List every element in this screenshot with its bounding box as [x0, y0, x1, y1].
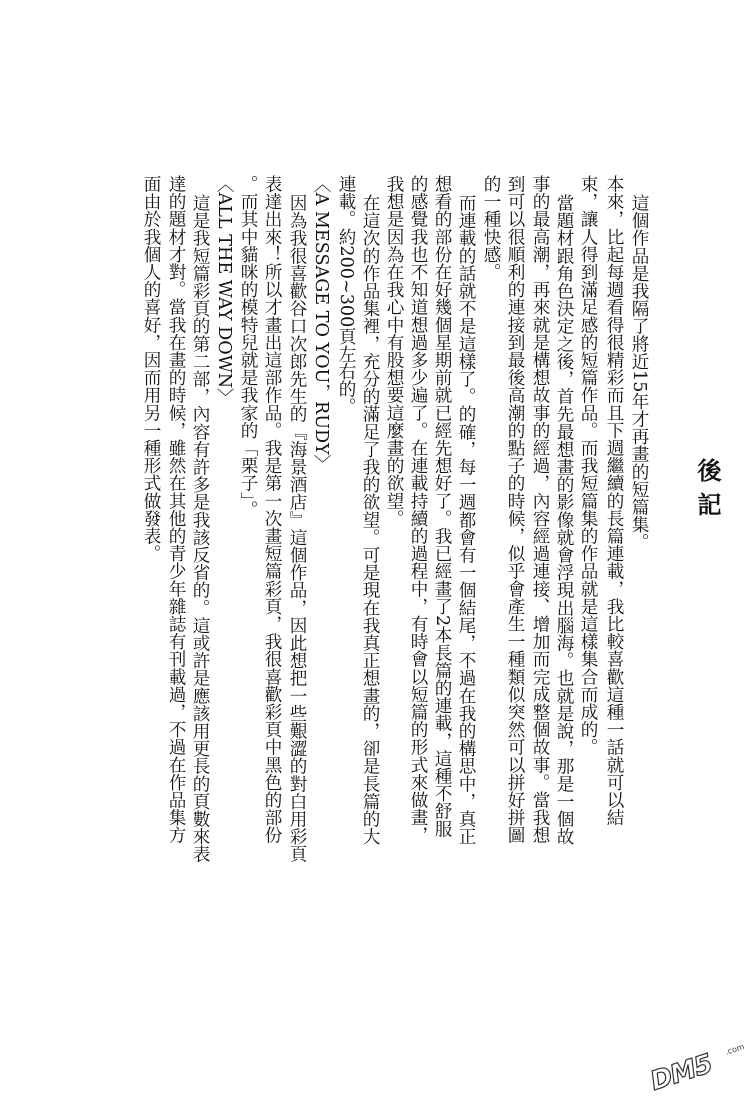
- text-column: 這是我短篇彩頁的第二部，內容有許多是我該反省的。這或許是應該用更長的頁數來表: [190, 194, 210, 863]
- text-column: 而連載的話就不是這樣了。的確，每一週都會有一個結尾，不過在我的構思中，真正: [456, 194, 476, 846]
- text-column: 在這次的作品集裡，充分的滿足了我的欲望。可是現在我真正想畫的，卻是長篇的大: [360, 194, 380, 846]
- page-title: 後記: [693, 458, 722, 526]
- text-column: 的一種快感。: [481, 175, 501, 281]
- text-column: 本來，比起每週看得很精彩而且下週繼續的長篇連載，我比較喜歡這種一話就可以結: [604, 175, 624, 827]
- text-column: 我想是因為在我心中有股想要這麼畫的欲望。: [384, 175, 404, 527]
- section-heading: 〈A MESSAGE TO YOU，RUDY〉: [311, 175, 331, 473]
- text-column: 當題材跟角色決定之後，首先最想畫的影像就會浮現出腦海。也就是說，那是一個故: [554, 194, 574, 846]
- text-column: 束，讓人得到滿足感的短篇作品。而我短篇集的作品就是這樣集合而成的。: [578, 175, 598, 756]
- text-column: 因為我很喜歡谷口次郎先生的『海景酒店』這個作品，因此想把一些艱澀的對白用彩頁: [287, 194, 307, 863]
- text-column: 面由於我個人的喜好，因而用另一種形式做發表。: [141, 175, 161, 563]
- text-column: 的感覺我也不知道想過多少遍了。在連載持續的過程中，有時會以短篇的形式來做畫，: [408, 175, 428, 844]
- text-column: 達的題材才對。當我在畫的時候，雖然在其他的青少年雜誌有刊載過，不過在作品集方: [166, 175, 186, 844]
- text-column: 表達出來！所以才畫出這部作品。我是第一次畫短篇彩頁，我很喜歡彩頁中黑色的部份: [262, 175, 282, 844]
- text-column: 到可以很順利的連接到最後高潮的點子的時候，似乎會產生一種類似突然可以拼好拼圖: [505, 175, 525, 844]
- text-column: 事的最高潮，再來就是構想故事的經過，內容經過連接、增加而完成整個故事。當我想: [530, 175, 550, 844]
- site-watermark-domain: .com: [724, 1042, 746, 1057]
- text-column: 連載。約200~300頁左右的。: [336, 175, 356, 416]
- section-heading: 〈ALL THE WAY DOWN〉: [214, 175, 234, 406]
- text-column: 這個作品是我隔了將近15年才再畫的短篇集。: [629, 194, 649, 551]
- text-column: 。而其中貓咪的模特兒就是我家的「栗子」。: [238, 175, 258, 519]
- site-watermark-logo: DM5: [646, 1049, 716, 1097]
- text-column: 想看的部份在好幾個星期前就已經先想好了。我已經畫了2本長篇的連載，這種不舒服: [432, 175, 452, 838]
